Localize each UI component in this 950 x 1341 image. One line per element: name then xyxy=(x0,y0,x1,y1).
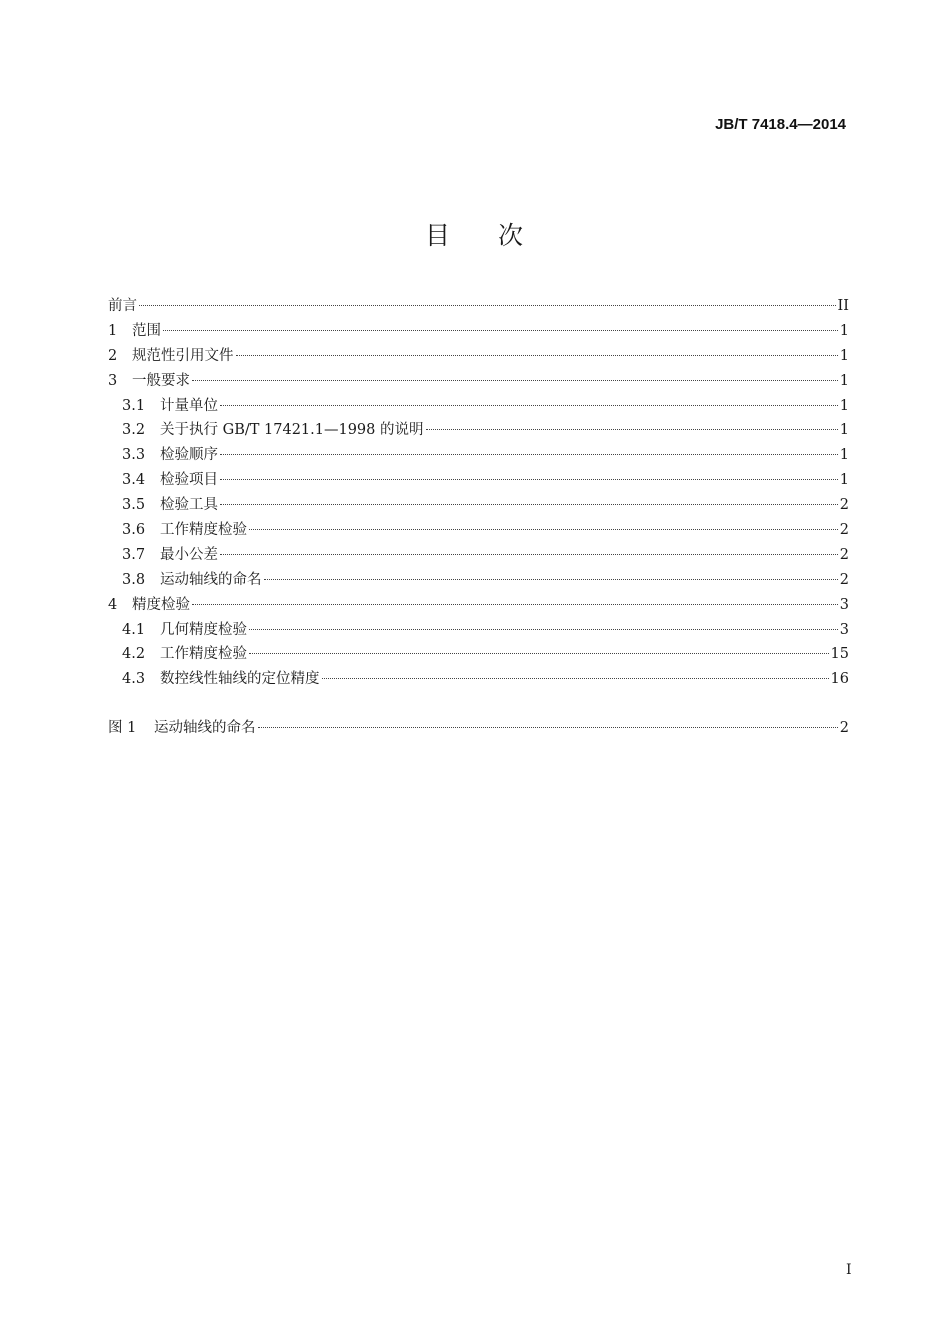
entry-number: 4.1 xyxy=(122,621,146,638)
entry-page-number: 16 xyxy=(830,671,849,688)
toc-entry[interactable] xyxy=(108,493,849,518)
entry-number: 3.4 xyxy=(122,472,146,489)
page-title xyxy=(0,216,950,252)
dot-leader xyxy=(249,629,838,630)
entry-label: 最小公差 xyxy=(160,546,218,563)
entry-page-number: 1 xyxy=(839,422,849,439)
toc-entry[interactable] xyxy=(108,518,849,543)
dot-leader xyxy=(249,529,838,530)
dot-leader xyxy=(220,479,838,480)
toc-entry[interactable] xyxy=(108,667,849,692)
entry-page-number: 2 xyxy=(839,546,849,563)
entry-label: 工作精度检验 xyxy=(160,646,247,663)
dot-leader xyxy=(163,330,838,331)
entry-page-number: 15 xyxy=(830,646,849,663)
toc-entry[interactable] xyxy=(108,418,849,443)
entry-label: 运动轴线的命名 xyxy=(154,720,256,737)
dot-leader xyxy=(220,405,838,406)
table-of-contents xyxy=(108,294,849,741)
entry-label: 前言 xyxy=(108,298,137,314)
entry-label: 精度检验 xyxy=(132,596,190,613)
toc-entry[interactable] xyxy=(108,294,849,319)
entry-number: 3.1 xyxy=(122,397,146,414)
entry-label: 计量单位 xyxy=(160,397,218,414)
entry-page-number: 3 xyxy=(839,596,849,613)
entry-page-number: 2 xyxy=(839,571,849,588)
toc-entry[interactable] xyxy=(108,642,849,667)
entry-number: 3.8 xyxy=(122,571,146,588)
entry-label: 工作精度检验 xyxy=(160,522,247,539)
toc-entry[interactable] xyxy=(108,319,849,344)
dot-leader xyxy=(258,727,838,728)
entry-number: 3.3 xyxy=(122,447,146,464)
toc-entry[interactable] xyxy=(108,443,849,468)
entry-label: 运动轴线的命名 xyxy=(160,571,262,588)
toc-entry[interactable] xyxy=(108,369,849,394)
title-char-1: 目 xyxy=(424,221,452,250)
toc-entry[interactable] xyxy=(108,344,849,369)
dot-leader xyxy=(192,380,838,381)
entry-number: 图 1 xyxy=(108,720,137,737)
entry-number: 2 xyxy=(108,347,118,364)
entry-label: 数控线性轴线的定位精度 xyxy=(160,671,320,688)
entry-page-number: 1 xyxy=(839,397,849,414)
dot-leader xyxy=(220,504,838,505)
entry-number: 1 xyxy=(108,322,118,339)
dot-leader xyxy=(220,554,838,555)
entry-label: 检验顺序 xyxy=(160,447,218,464)
page-number: I xyxy=(846,1262,852,1278)
dot-leader xyxy=(426,429,838,430)
entry-label: 范围 xyxy=(132,322,161,339)
entry-number: 4 xyxy=(108,596,118,613)
entry-label: 检验工具 xyxy=(160,497,218,514)
standard-number: JB/T 7418.4—2014 xyxy=(715,116,846,133)
entry-number: 3.7 xyxy=(122,546,146,563)
toc-entry[interactable] xyxy=(108,618,849,643)
entry-label: 几何精度检验 xyxy=(160,621,247,638)
toc-entry[interactable] xyxy=(108,568,849,593)
toc-entry[interactable] xyxy=(108,468,849,493)
entry-label: 关于执行 GB/T 17421.1—1998 的说明 xyxy=(160,422,424,439)
section-gap xyxy=(108,692,849,716)
entry-number: 3.6 xyxy=(122,522,146,539)
entry-number: 3.5 xyxy=(122,497,146,514)
entry-page-number: 2 xyxy=(839,522,849,539)
figure-entry[interactable] xyxy=(108,716,849,741)
dot-leader xyxy=(264,579,838,580)
entry-number: 3 xyxy=(108,372,118,389)
entry-page-number: 1 xyxy=(839,322,849,339)
entry-page-number: 2 xyxy=(839,720,849,737)
toc-entry[interactable] xyxy=(108,543,849,568)
entry-page-number: 2 xyxy=(839,497,849,514)
entry-page-number: 1 xyxy=(839,472,849,489)
dot-leader xyxy=(139,305,836,306)
entry-page-number: 1 xyxy=(839,347,849,364)
dot-leader xyxy=(249,653,829,654)
entry-page-number: 1 xyxy=(839,372,849,389)
toc-entry[interactable] xyxy=(108,394,849,419)
entry-number: 3.2 xyxy=(122,422,146,439)
entry-page-number: 1 xyxy=(839,447,849,464)
title-char-2: 次 xyxy=(498,221,526,250)
entry-label: 规范性引用文件 xyxy=(132,347,234,364)
dot-leader xyxy=(236,355,838,356)
dot-leader xyxy=(322,678,829,679)
toc-entry[interactable] xyxy=(108,593,849,618)
entry-page-number: II xyxy=(837,298,849,314)
entry-page-number: 3 xyxy=(839,621,849,638)
entry-number: 4.3 xyxy=(122,671,146,688)
dot-leader xyxy=(220,454,838,455)
entry-label: 一般要求 xyxy=(132,372,190,389)
entry-number: 4.2 xyxy=(122,646,146,663)
entry-label: 检验项目 xyxy=(160,472,218,489)
dot-leader xyxy=(192,604,838,605)
